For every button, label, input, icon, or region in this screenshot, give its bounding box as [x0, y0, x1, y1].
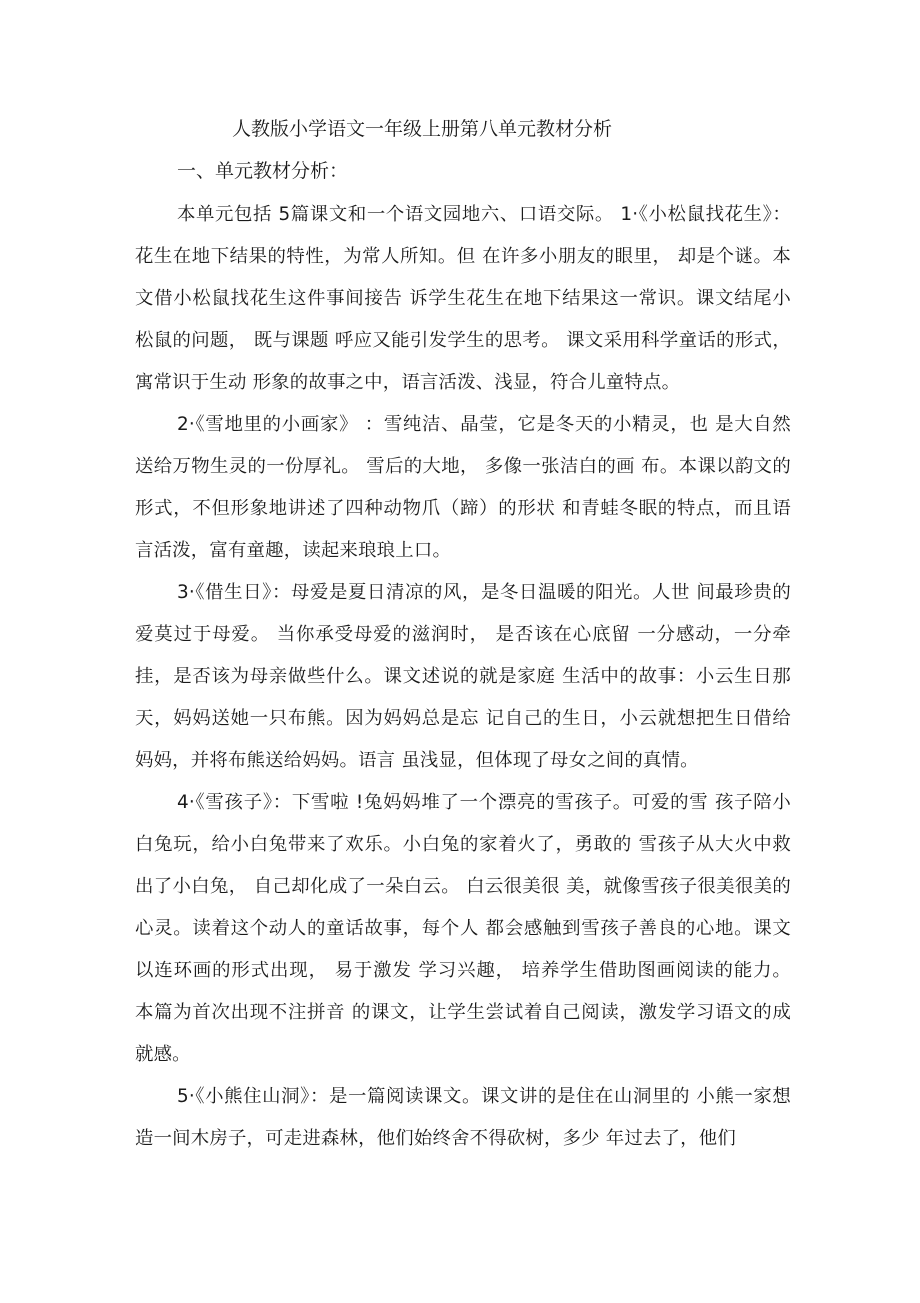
- document-title: 人教版小学语文一年级上册第八单元教材分析: [232, 118, 613, 140]
- paragraph-lesson-5: 5·《小熊住山洞》：是一篇阅读课文。课文讲的是住在山洞里的 小熊一家想造一间木房子，可走进森林，他们始终舍不得砍树，多少 年过去了，他们: [135, 1086, 791, 1149]
- paragraph-lesson-2: 2·《雪地里的小画家》 ：雪纯洁、晶莹，它是冬天的小精灵，也 是大自然送给万物生灵的一份厚礼。 雪后的大地， 多像一张洁白的画 布。本课以韵文的形式，不但形象地讲述了四种动物爪（蹄）的形状 和青蛙冬眠的特点，而且语言活泼，富有童趣，读起来琅琅上口。: [135, 414, 791, 561]
- paragraph-lesson-3: 3·《借生日》：母爱是夏日清凉的风，是冬日温暖的阳光。人世 间最珍贵的爱莫过于母爱。 当你承受母爱的滋润时， 是否该在心底留 一分感动，一分牵挂，是否该为母亲做些什么。课文述说的就是家庭 生活中的故事：小云生日那天，妈妈送她一只布熊。因为妈妈总是忘 记自己的生日，小云就想把生日借给妈妈，并将布熊送给妈妈。语言 虽浅显，但体现了母女之间的真情。: [135, 582, 791, 771]
- paragraph-unit-overview: 本单元包括 5篇课文和一个语文园地六、口语交际。 1·《小松鼠找花生》：花生在地下结果的特性，为常人所知。但 在许多小朋友的眼里， 却是个谜。本文借小松鼠找花生这件事间接告 诉学生花生在地下结果这一常识。课文结尾小松鼠的问题， 既与课题 呼应又能引发学生的思考。 课文采用科学童话的形式， 寓常识于生动 形象的故事之中，语言活泼、浅显，符合儿童特点。: [135, 204, 791, 393]
- paragraph-lesson-4: 4·《雪孩子》：下雪啦 !兔妈妈堆了一个漂亮的雪孩子。可爱的雪 孩子陪小白兔玩，给小白兔带来了欢乐。小白兔的家着火了，勇敢的 雪孩子从大火中救出了小白兔， 自己却化成了一朵白云。 白云很美很 美，就像雪孩子很美很美的心灵。读着这个动人的童话故事，每个人 都会感触到雪孩子善良的心地。课文以连环画的形式出现， 易于激发 学习兴趣， 培养学生借助图画阅读的能力。 本篇为首次出现不注拼音 的课文，让学生尝试着自己阅读，激发学习语文的成就感。: [135, 792, 791, 1065]
- section-heading: 一、单元教材分析：: [177, 160, 349, 182]
